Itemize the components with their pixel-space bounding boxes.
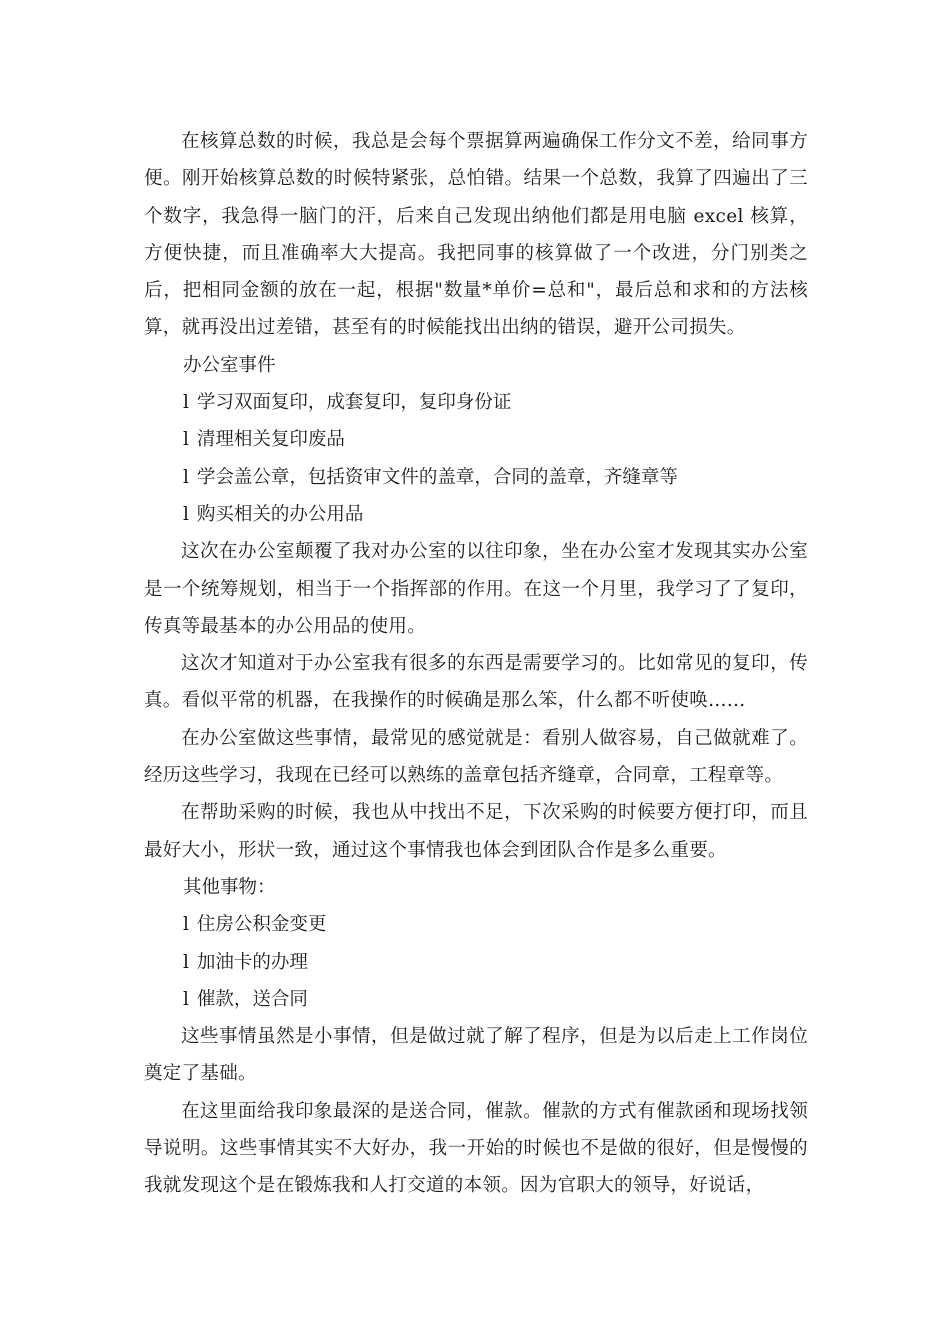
bullet-marker: l [183, 429, 189, 451]
paragraph-office-feeling: 在办公室做这些事情，最常见的感觉就是：看别人做容易，自己做就难了。经历这些学习，我现在已经可以熟练的盖章包括齐缝章，合同章，工程章等。 [144, 727, 808, 787]
heading-other-matters: 其他事物： [183, 876, 276, 898]
bullet-marker: l [183, 466, 189, 488]
paragraph-contract-collection: 在这里面给我印象最深的是送合同，催款。催款的方式有催款函和现场找领导说明。这些事情其实不大好办，我一开始的时候也不是做的很好，但是慢慢的我就发现这个是在锻炼我和人打交道的本领。因为官职大的领导，好说话， [144, 1100, 808, 1197]
paragraph-small-matters: 这些事情虽然是小事情，但是做过就了解了程序，但是为以后走上工作岗位奠定了基础。 [144, 1026, 808, 1085]
list-item [144, 496, 808, 533]
list-item [144, 944, 808, 981]
list-item-text: 催款，送合同 [196, 988, 308, 1010]
list-item-text: 学会盖公章，包括资审文件的盖章，合同的盖章，齐缝章等 [196, 466, 678, 488]
list-item [144, 384, 808, 421]
list-item-text: 加油卡的办理 [196, 951, 308, 973]
list-item-text: 清理相关复印废品 [196, 429, 345, 451]
list-item [144, 906, 808, 943]
list-item-text: 住房公积金变更 [196, 914, 327, 936]
bullet-marker: l [183, 988, 189, 1010]
paragraph-purchasing: 在帮助采购的时候，我也从中找出不足，下次采购的时候要方便打印，而且最好大小，形状一致，通过这个事情我也体会到团队合作是多么重要。 [144, 802, 808, 861]
bullet-marker: l [183, 392, 189, 414]
list-item-text: 购买相关的办公用品 [196, 503, 364, 525]
paragraph-accounting: 在核算总数的时候，我总是会每个票据算两遍确保工作分文不差，给同事方便。刚开始核算总数的时候特紧张，总怕错。结果一个总数，我算了四遍出了三个数字，我急得一脑门的汗，后来自己发现出纳他们都是用电脑 excel 核算，方便快捷，而且准确率大大提高。我把同事的核算做了一个改进，分门别类之后，把相同金额的放在一起，根据"数量*单价=总和"，最后总和求和的方法核算，就再没出过差错，甚至有的时候能找出出纳的错误，避开公司损失。 [144, 131, 808, 339]
list-item [144, 459, 808, 496]
bullet-marker: l [183, 503, 189, 525]
bullet-marker: l [183, 914, 189, 936]
heading-office-events: 办公室事件 [183, 354, 276, 376]
bullet-marker: l [183, 951, 189, 973]
list-item-text: 学习双面复印，成套复印，复印身份证 [196, 392, 512, 414]
paragraph-office-learning: 这次才知道对于办公室我有很多的东西是需要学习的。比如常见的复印，传真。看似平常的机器，在我操作的时候确是那么笨，什么都不听使唤…… [144, 653, 808, 712]
list-item [144, 981, 808, 1018]
list-item [144, 421, 808, 458]
paragraph-office-impression: 这次在办公室颠覆了我对办公室的以往印象，坐在办公室才发现其实办公室是一个统筹规划，相当于一个指挥部的作用。在这一个月里，我学习了了复印，传真等最基本的办公用品的使用。 [144, 541, 808, 637]
